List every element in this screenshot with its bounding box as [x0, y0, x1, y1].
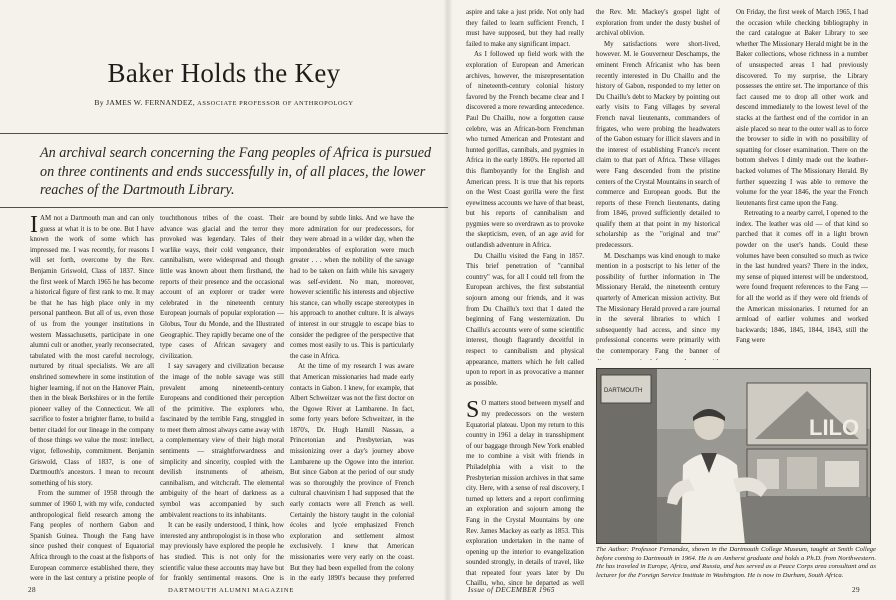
- deck-top-rule: [0, 133, 448, 134]
- left-column-1: [30, 214, 154, 586]
- paragraph: I say savagery and civilization because the image of the noble savage was still prevalent among nineteenth-century Europeans and conditioned their perception of the primitive. The explorers who, fascinated by the terrible Fang, struggled in to meet them almost always came away with a complementary view of their high moral sentiments — straightforwardness and simplicity and sincerity, coupled with the devilish instruments of atheism, cannibalism, and witchcraft. The elemental ambiguity of the heart of darkness as a symbol was accompanied by such ambivalent reactions to its inhabitants.: [160, 363, 284, 519]
- author-photo-graphic: [597, 369, 871, 544]
- deck-bottom-rule: [0, 207, 448, 208]
- paragraph: M. Deschamps was kind enough to make mention in a postscript to his letter of the possibility of further information in The Missionary Herald, the nineteenth century quarterly of American mission activity. But The Missionary Herald proved a rare journal in the several libraries to which I subsequently had access, and since my professional concerns were primarily with the contemporary Fang the banner of: [596, 252, 720, 355]
- paragraph: Du Chaillu visited the Fang in 1857. This brief penetration of "cannibal country" was, for all I could tell from the European archives, the first substantial sojourn among our friends, and it was from Du Chaillu's text that I dated the beginning of Fang westernization. Du Chaillu's accounts were of some scientific interest, though flagrantly deceitful in respect to cannibalism and physical appearance, matters which he felt called upon to report in as provocative a manner as possible.: [466, 252, 584, 387]
- paragraph: At the time of my research I was aware that American missionaries had made early contacts in Gabon. I knew, for example, that Albert Schweitzer was not the first doctor on the Ogowe River at Lambarene. In fact, some forty years before Schweitzer, in the 1870's, Dr. Hugh Hamill Nassau, a Princetonian and Presbyterian, was missionizing over a day's journey above Lambarene up the Ogowe into the interior. But since Gabon at the period of our study was so thoroughly the province of French cultural chauvinism I had supposed that the early contacts were all French as well. Certainly the history taught in the colonial écoles and lycée emphasized French exploration and settlement almost exclusively. I knew that American missionaries were very early on the coast. But they had been expelled from the colony in the early 1890's because they preferred: [290, 363, 414, 583]
- paragraph: AM not a Dartmouth man and can only guess at what it is to be one. But I have known the work of some which has impressed me. I was recently, for reasons I will set forth, overcome by the Rev. Benjamin Griswold, Class of 1837. Since the first week of March 1965 he has become a historical figure of first rank to me. It may be that he has high place only in my personal pantheon. But all of us, even those of us from the younger institutions in western Massachusetts, participate in one alumni cult or another, yearly reconsecrated, tabulated with the most careful necrology, nurtured by ritual specialists. We are all enshrined somewhere in some institution of higher learning, if not on the Hanover Plain, then in the bleak Berkshires or in the fertile pioneer valley of the Connecticut. We all sacrifice to foster a brighter flame, to build a better citadel for our lineage in the company of those things we value the most: intellect, vigor, fellowship, commitment. Benjamin Griswold, Class of 1837, is one of Dartmouth's ancestors. I mean to recount something of his story.: [30, 215, 154, 487]
- right-page-number: 29: [852, 586, 860, 594]
- paragraph: As I followed up field work with the exploration of European and American archives, however, the misrepresentation of nineteenth-century colonial history favored by the French became clear and I discovered a more rewarding antecedence. Paul Du Chaillu, now a forgotten cause celebre, was an African-born Frenchman who turned American and Protestant and hunted gorillas, cannibals, and pygmies in Africa in the early 1860's. He reported all this flamboyantly for the English and American press. It is true that his reports on the West Coast gorilla were the first eyewitness accounts we have of that beast, but his reports of cannibalism and pygmies were so overdrawn as to provoke the skepticism, even, of an age avid for outlandish adventure in Africa.: [466, 51, 584, 250]
- paragraph: My satisfactions were short-lived, however. M. le Gouverneur Deschamps, the eminent French Africanist who has been recently interested in Du Chaillu and the history of Gabon, responded to my letter on Du Chaillu's debt to Mackey by pointing out early visits to Fang villages by several French naval lieutenants, commanders of frigates, who were probing the headwaters of the Gabon estuary for illicit slavers and in the interest of establishing France's recent claim to that part of Africa. These villages were Fang descended from the pristine centers of the Crystal Mountains in search of commerce and European goods. But the reports of these French lieutenants, dating from 1846, proved sufficiently detailed to qualify them at that point in my historical scholarship as the "original and true" predecessors.: [596, 40, 720, 250]
- dropcap: S: [466, 397, 480, 424]
- magazine-name: DARTMOUTH ALUMNI MAGAZINE: [168, 587, 295, 594]
- left-column-3: [290, 214, 414, 586]
- author-role: ASSOCIATE PROFESSOR OF ANTHROPOLOGY: [197, 100, 354, 107]
- issue-date: Issue of DECEMBER 1965: [468, 586, 555, 594]
- right-column-3: [736, 8, 868, 360]
- paragraph: touchthonous tribes of the coast. Their advance was glacial and the terror they provoked was legendary. Tales of their warlike ways, their cold vengeance, their cannibalism, were widespread and though little was known about them firsthand, the reports of their presence and the occasional account of an explorer or trader were celebrated in the nineteenth century European journals of popular exploration — Globus, Tour du Monde, and the Illustrated Geographic. They rapidly became one of the type cases of African savagery and civilization.: [160, 215, 284, 360]
- author-name: JAMES W. FERNANDEZ,: [106, 98, 195, 107]
- opening-paragraph: [30, 214, 154, 489]
- paragraph: aspire and take a just pride. Not only had they failed to learn sufficient French, I must have supposed, but they had really failed to make any significant impact.: [466, 9, 584, 48]
- author-photo: [596, 368, 871, 544]
- paragraph: O matters stood between myself and my predecessors on the western Equatorial plateau. Upon my return to this country in 1961 a delay in transshipment of our baggage through New York enabled me to combine a visit with friends in Philadelphia with a visit to the Presbyterian mission archives in that same city. Here, with a sense of real discovery, I turned up letters and a report confirming an exploration and sojourn among the Fang in the Crystal Mountains by one Rev. James Mackey as early as 1853. This exploration undertaken in the name of opening up the interior to evangelization sounded strongly, in details of travel, like that repeated four years later by Du Chaillu, who, since he departed as well: [466, 400, 584, 588]
- left-column-2: [160, 214, 284, 586]
- paragraph: On Friday, the first week of March 1965, I had the occasion while checking bibliography in the card catalogue at Baker Library to see whether The Missionary Herald might be in the Baker collections, whose richness in a number of unsuspected areas I had previously discovered. To my surprise, the Library possesses the entire set. The importance of this fact caused me to drop all other work and descend immediately to the lowest level of the stacks at the farthest end of the corridor in an aisle placed so near to the outer wall as to force the browser to sidle in with no possibility of squatting for closer examination. There on the bottom shelves I dimly made out the leather-backed volumes of The Missionary Herald. By further squeezing I was able to remove the volume for the year 1846, the year the French lieutenants first came upon the Fang.: [736, 9, 868, 207]
- right-column-1: [466, 8, 584, 588]
- page-gutter: [443, 0, 453, 600]
- article-title: Baker Holds the Key: [107, 58, 341, 88]
- byline: [0, 98, 448, 107]
- paragraph: are bound by subtle links. And we have the more admiration for our predecessors, for they were abroad in a wilder day, when the imponderables of exploration were much greater . . . when the nobility of the savage had to be taken on faith while his savagery was self-evident. No man, moreover, however scientific his interests and objective his stance, can wholly escape stereotypes in his approach to another culture. It is always of interest in our struggle to escape bias to consider the pedigree of the perspective that comes most easily to us. This is particularly the case in Africa.: [290, 215, 414, 360]
- right-column-2: [596, 8, 720, 360]
- svg-text:LILO: LILO: [809, 415, 860, 440]
- dropcap: I: [30, 214, 38, 238]
- byline-prefix: By: [94, 98, 104, 107]
- section-break: [466, 389, 584, 399]
- section-paragraph: [466, 399, 584, 588]
- article-deck: An archival search concerning the Fang peoples of Africa is pursued on three continents and ends successfully in, of all places, the lower reaches of the Dartmouth Library.: [40, 145, 432, 199]
- left-page-number: 28: [28, 586, 36, 594]
- photo-caption: The Author: Professor Fernandez, shown in the Dartmouth College Museum, taught at Smith College before coming to Dartmouth in 1964. He is an Amherst graduate and holds a Ph.D. from Northwestern. He has traveled in Europe, Africa, and Russia, and has served as a Peace Corps area consultant and as lecturer for the Foreign Service Institute in Washington. He is now in Durham, South Africa.: [596, 546, 876, 579]
- exhibit-sign-text: DARTMOUTH: [604, 388, 643, 394]
- paragraph: Retreating to a nearby carrel, I opened to the index. The leather was old — of that kind so parched that it comes off in a light brown powder on the user's hands. Could these volumes have been consulted so much as twice in the last hundred years? There in the index, my sense of piqued interest will be understood, were found frequent references to the Fang — for all the world as if they were old friends of the American missionaries. I returned for an armload of earlier volumes and worked backwards; 1846, 1845, 1844, 1843, still the Fang were: [736, 210, 868, 345]
- paragraph: From the summer of 1958 through the summer of 1960 I, with my wife, conducted anthropological field research among the Fang peoples of northern Gabon and Spanish Guinea. Though the Fang have since pushed their conquest of Equatorial Africa through to the coast at the fishports of European commerce established there, they were in the last century a pristine people of: [30, 490, 154, 583]
- paragraph: the Rev. Mr. Mackey's gospel light of exploration from under the dusty bushel of archival oblivion.: [596, 9, 720, 38]
- paragraph: It can be easily understood, I think, how interested any anthropologist is in those who may previously have explored the people he has studied. This is not only for the scientific value these accounts may have but for frankly sentimental reasons. One is: [160, 522, 284, 583]
